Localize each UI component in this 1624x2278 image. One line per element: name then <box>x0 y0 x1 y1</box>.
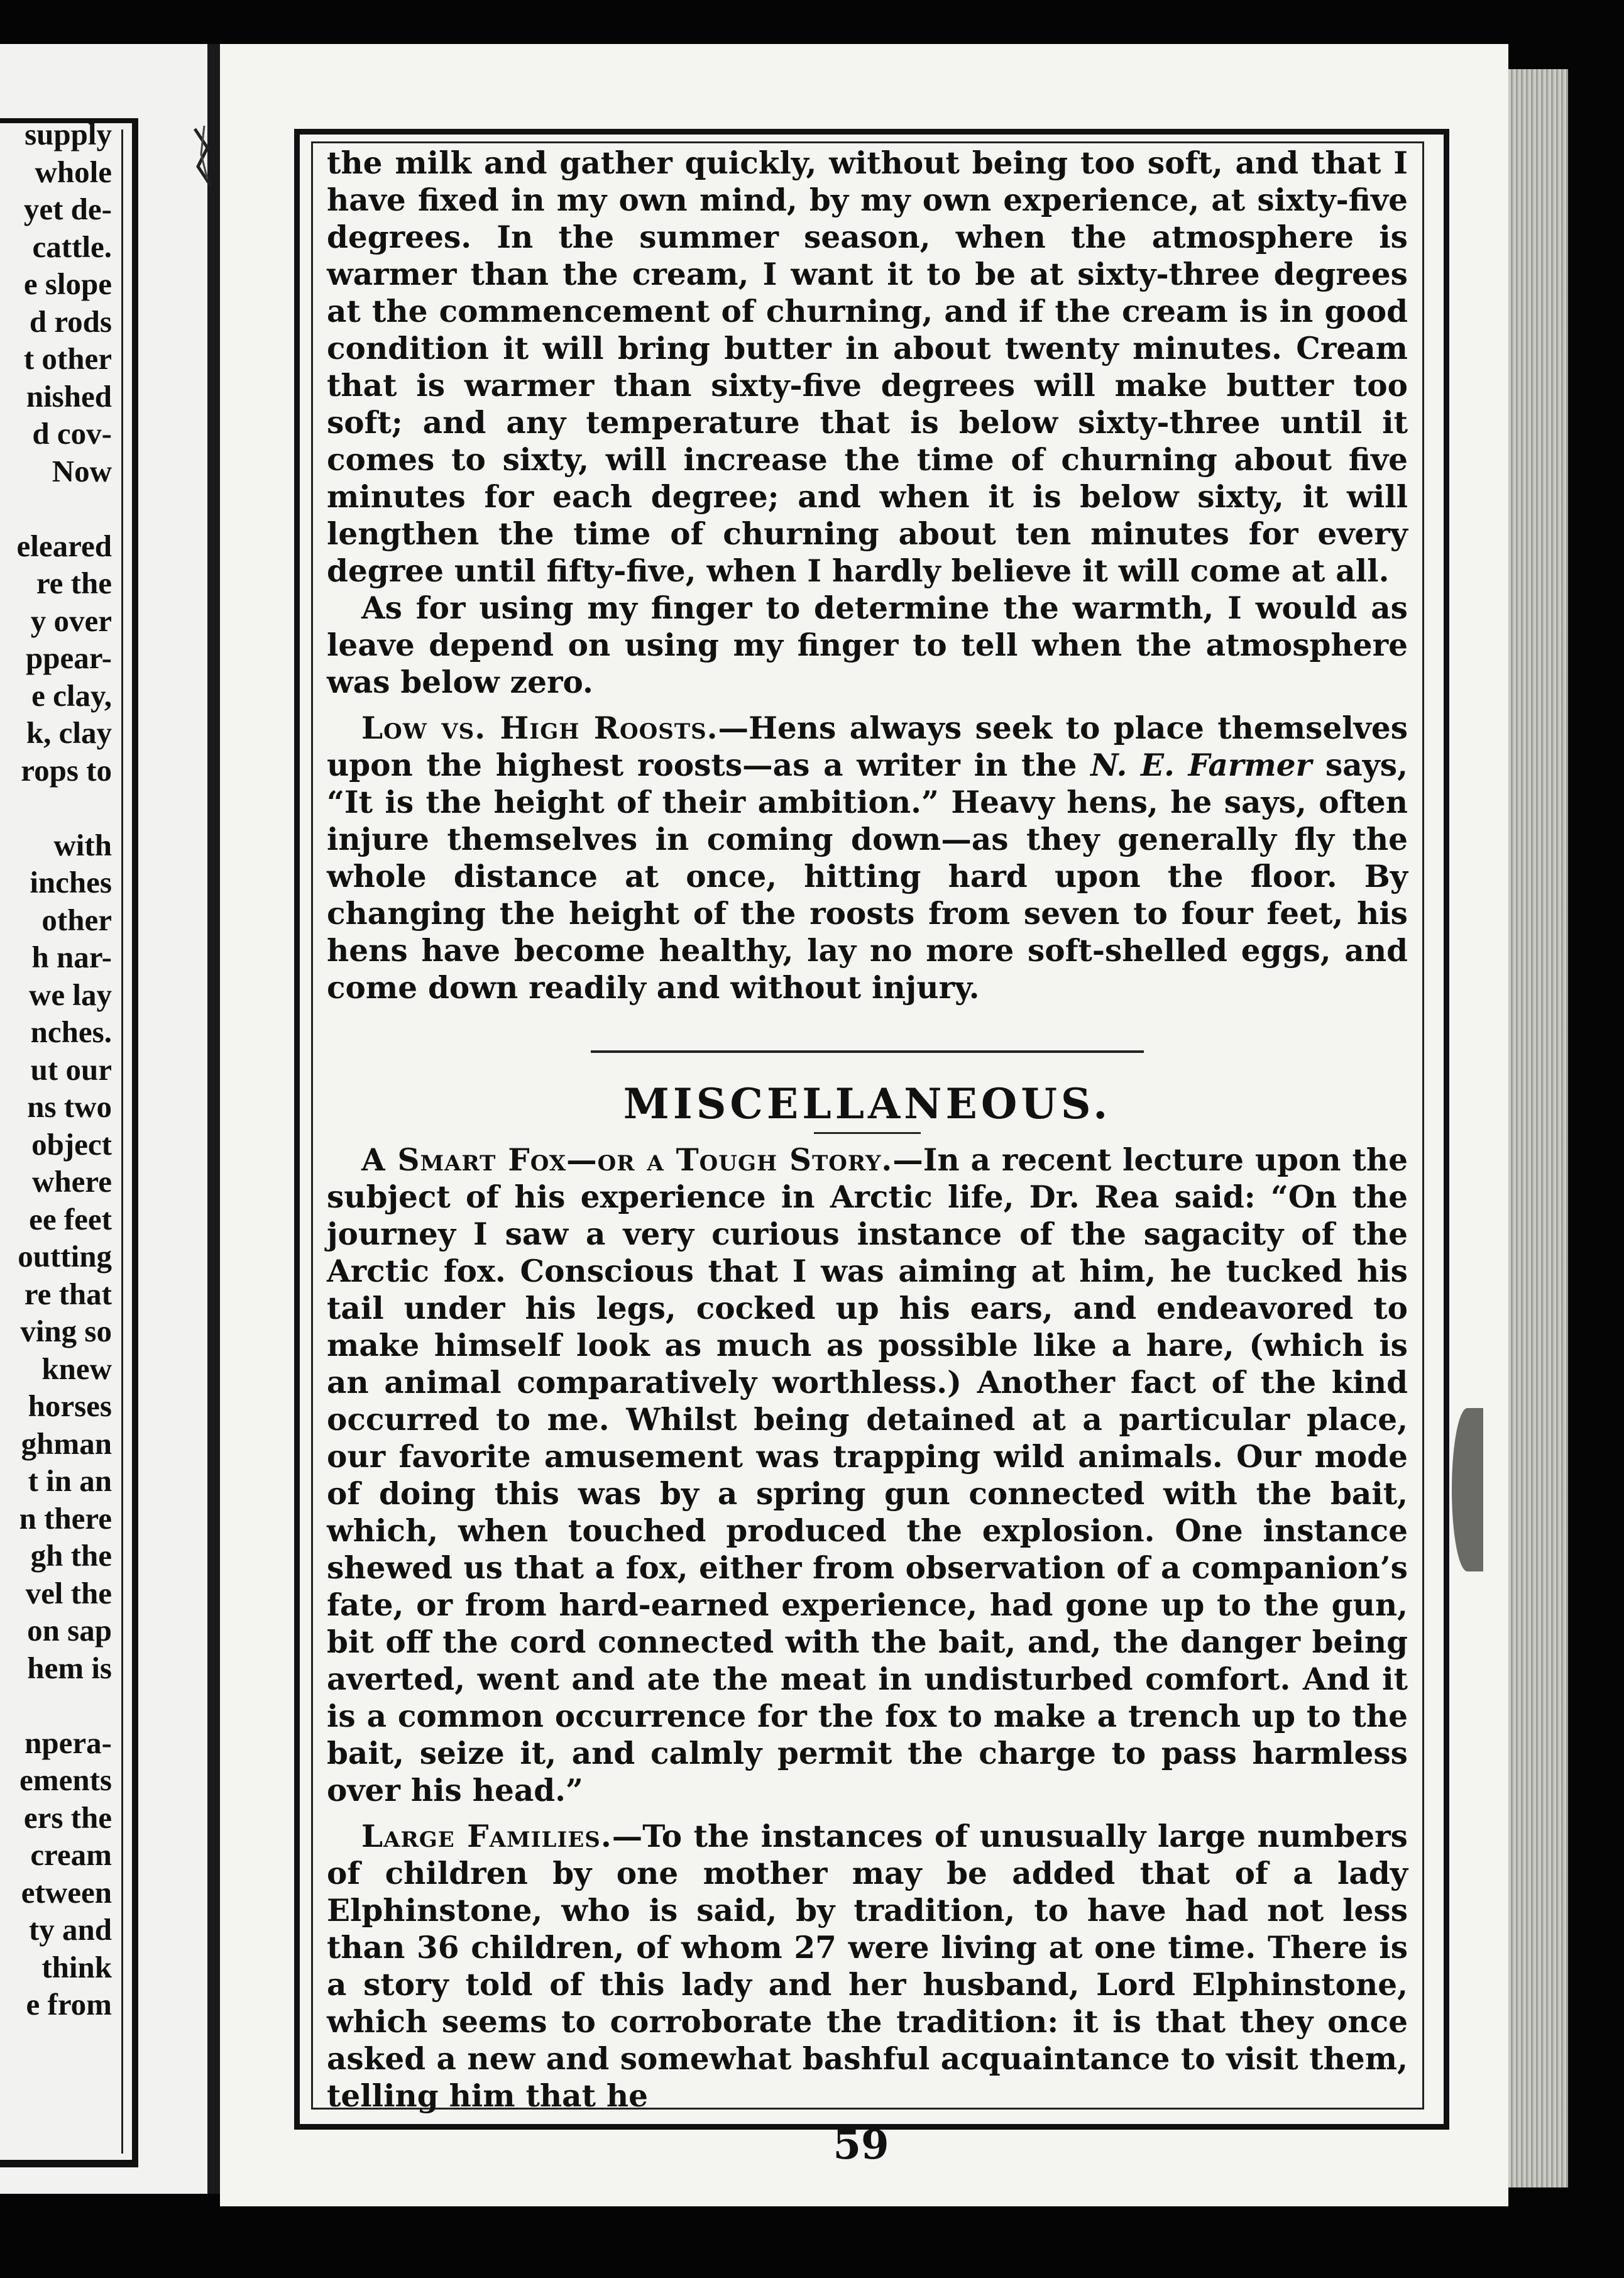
families-paragraph <box>327 1818 1408 2115</box>
left-column-text <box>0 116 112 2023</box>
page-edge-tab <box>1452 1408 1483 1571</box>
left-page <box>0 44 207 2194</box>
left-column-line: ee feet <box>29 1201 112 1236</box>
left-column-line: ns two <box>27 1089 112 1124</box>
left-column-line: cattle. <box>32 229 112 264</box>
left-column-line: ghman <box>21 1426 112 1461</box>
butter-continuation-paragraph: the milk and gather quickly, without being too soft, and that I have fixed in my own mind, by my own experience, at sixty-five degrees. In the summer season, when the atmosphere is warmer than the cream, I want it to be at sixty-three degrees at the commencement of churning, and if the cream is in good condition it will bring butter in about twenty minutes. Cream that is warmer than sixty-five degrees will make butter too soft; and any temperature that is below sixty-three until it comes to sixty, will increase the time of churning about five minutes for each degree; and when it is below sixty, it will lengthen the time of churning about ten minutes for every degree until fifty-five, when I hardly believe it will come at all. <box>327 145 1408 589</box>
left-column-gap <box>0 789 112 827</box>
left-column-line: vel the <box>25 1575 112 1610</box>
heading-underline <box>814 1132 921 1134</box>
roosts-title: Low vs. High Roosts. <box>361 710 718 746</box>
left-column-line: d rods <box>29 304 112 339</box>
left-column-line: with <box>53 827 112 862</box>
left-column-gap <box>0 490 112 527</box>
left-column-line: t other <box>23 341 112 376</box>
left-column-line: yet de- <box>23 192 112 226</box>
families-title: Large Families. <box>361 1819 612 1854</box>
left-column-line: e slope <box>23 267 112 301</box>
left-column-line: nches. <box>30 1015 112 1049</box>
left-column-line: re the <box>36 566 112 600</box>
left-column-line: other <box>41 902 112 937</box>
book-gutter <box>207 44 220 2194</box>
fox-title: A Smart Fox—or a Tough Story. <box>361 1142 893 1178</box>
section-divider <box>591 1050 1144 1053</box>
left-column-line: e from <box>26 1987 112 2022</box>
left-column-line: re that <box>24 1276 112 1311</box>
finger-paragraph: As for using my finger to determine the warmth, I would as leave depend on using my finger to tell when the atmosphere was below zero. <box>327 590 1408 700</box>
left-column-line: e clay, <box>31 678 112 713</box>
left-column-line: Now <box>52 453 112 488</box>
left-column-line: whole <box>35 154 112 189</box>
left-column-line: t in an <box>28 1463 112 1498</box>
roosts-paragraph <box>327 710 1408 1006</box>
left-column-line: ving so <box>20 1314 112 1348</box>
left-column-line: h nar- <box>31 940 112 974</box>
roosts-body-1: —Hens always seek to place themselves upon the highest roosts—as a writer in the <box>327 710 1408 783</box>
left-column-line: k, clay <box>26 715 112 750</box>
families-body: —To the instances of unusually large numbers of children by one mother may be added that of a lady Elphinstone, who is said, by tradition, to have had not less than 36 children, of whom 27 were living at one time. There is a story told of this lady and her husband, Lord Elphinstone, which seems to corroborate the tradition: it is that they once asked a new and somewhat bashful acquaintance to visit them, telling him that he <box>327 1819 1408 2114</box>
roosts-source: N. E. Farmer <box>1090 747 1312 783</box>
left-column-line: on sap <box>27 1613 112 1648</box>
left-column-line: outting <box>18 1239 112 1274</box>
left-column-line: horses <box>28 1389 112 1423</box>
fox-paragraph <box>327 1142 1408 1809</box>
left-column-line: hem is <box>27 1650 112 1685</box>
roosts-body-2: says, “It is the height of their ambition.” Heavy hens, he says, often injure themselves in coming down—as they generally fly the whole distance at once, hitting hard upon the floor. By changing the height of the roosts from seven to four feet, his hens have become healthy, lay no more soft-shelled eggs, and come down readily and without injury. <box>327 747 1408 1006</box>
section-heading: MISCELLANEOUS. <box>623 1079 1112 1128</box>
left-column-line: y over <box>30 603 112 638</box>
left-column-line: we lay <box>29 977 112 1012</box>
left-page-inner-rule <box>121 129 123 2154</box>
page-edges <box>1508 69 1568 2187</box>
left-column-line: cream <box>30 1837 112 1872</box>
left-column-line: ty and <box>28 1912 112 1947</box>
left-column-line: etween <box>21 1874 112 1910</box>
left-column-line: d cov- <box>32 416 112 451</box>
left-column-line: nished <box>26 378 112 414</box>
left-column-line: where <box>32 1164 112 1199</box>
left-column-line: inches <box>30 865 112 900</box>
left-column-line: rops to <box>21 752 112 788</box>
fox-body: —In a recent lecture upon the subject of his experience in Arctic life, Dr. Rea said: “On the journey I saw a very curious instance of the sagacity of the Arctic fox. Conscious that I was aiming at him, he tucked his tail under his legs, cocked up his ears, and endeavored to make himself look as much as possible like a hare, (which is an animal comparatively worthless.) Another fact of the kind occurred to me. Whilst being detained at a particular place, our favorite amusement was trapping wild animals. Our mode of doing this was by a spring gun connected with the bait, which, when touched produced the explosion. One instance shewed us that a fox, either from observation of a companion’s fate, or from hard-earned experience, had gone up to the gun, bit off the cord connected with the bait, and, the danger being averted, went and ate the meat in undisturbed comfort. And it is a common occurrence for the fox to make a trench up to the bait, seize it, and calmly permit the charge to pass harmless over his head.” <box>327 1142 1408 1808</box>
left-column-line: object <box>31 1126 112 1162</box>
page-number: 59 <box>833 2121 889 2169</box>
left-column-line: npera- <box>25 1725 112 1760</box>
left-column-line: ements <box>19 1763 112 1797</box>
left-column-line: think <box>41 1949 112 1984</box>
left-column-line: gh the <box>30 1538 112 1573</box>
binding-thread-mark <box>189 123 220 198</box>
left-column-line: eleared <box>16 528 112 563</box>
left-column-line: knew <box>41 1351 112 1386</box>
left-column-line: supply <box>25 117 112 151</box>
left-column-line: n there <box>19 1500 112 1536</box>
left-column-line: ers the <box>23 1800 112 1835</box>
left-column-line: ut our <box>30 1052 112 1087</box>
left-column-gap <box>0 1686 112 1724</box>
left-column-line: ppear- <box>26 641 112 675</box>
article-body <box>327 145 1408 2115</box>
